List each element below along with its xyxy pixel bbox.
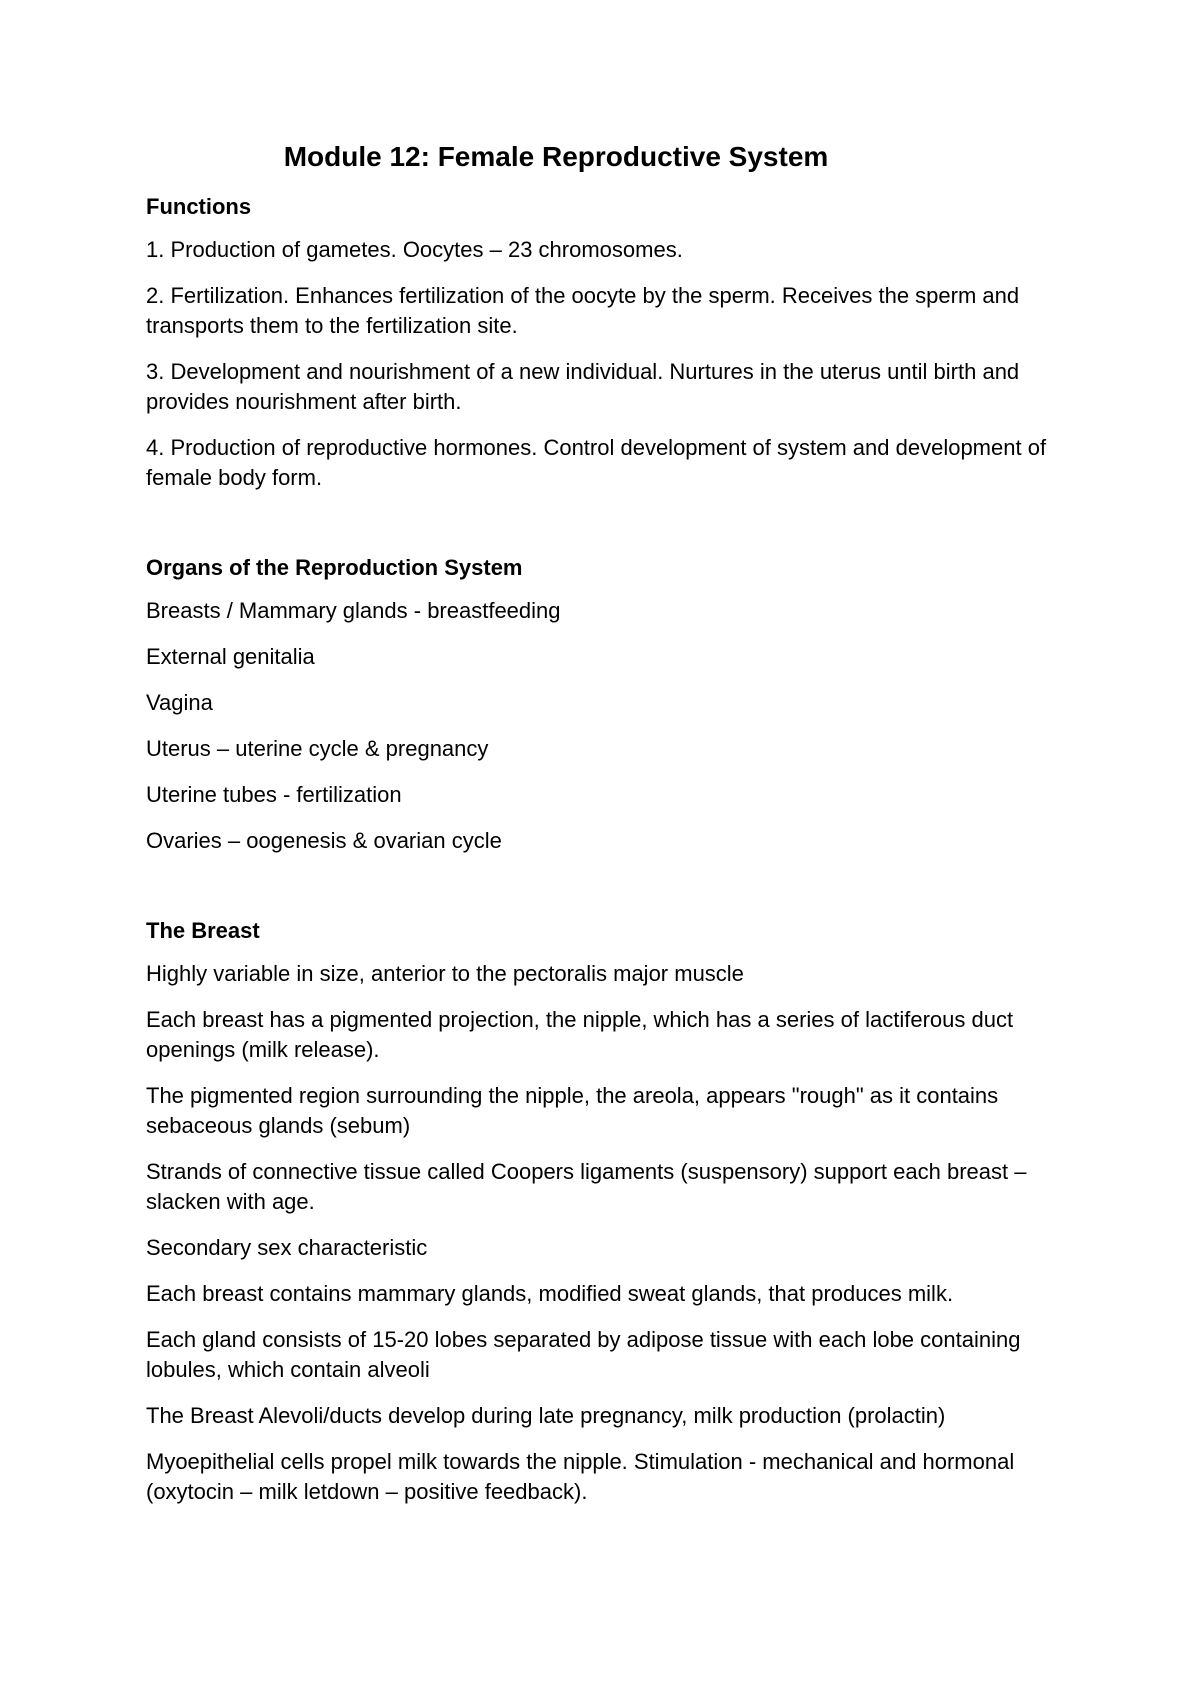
organ-item: Uterine tubes - fertilization: [146, 782, 402, 807]
breast-item: Each breast has a pigmented projection, the nipple, which has a series of lactiferous duct openings (milk release).: [146, 1007, 1014, 1062]
breast-item: The Breast Alevoli/ducts develop during late pregnancy, milk production (prolactin): [146, 1403, 946, 1428]
section-spacer: [146, 872, 1066, 916]
organ-item: Vagina: [146, 690, 213, 715]
organ-item: Uterus – uterine cycle & pregnancy: [146, 736, 489, 761]
organ-item: Breasts / Mammary glands - breastfeeding: [146, 598, 561, 623]
document-page: [146, 140, 1066, 1523]
function-item: 2. Fertilization. Enhances fertilization of the oocyte by the sperm. Receives the sperm and transports them to the fertilization site.: [146, 283, 1020, 338]
section-spacer: [146, 509, 1066, 553]
breast-item: Highly variable in size, anterior to the pectoralis major muscle: [146, 961, 744, 986]
breast-item: The pigmented region surrounding the nipple, the areola, appears "rough" as it contains sebaceous glands (sebum): [146, 1083, 999, 1138]
function-item: 4. Production of reproductive hormones. Control development of system and development of female body form.: [146, 435, 1047, 490]
breast-item: Each breast contains mammary glands, modified sweat glands, that produces milk.: [146, 1281, 954, 1306]
breast-item: Each gland consists of 15-20 lobes separated by adipose tissue with each lobe containing lobules, which contain alveoli: [146, 1327, 1021, 1382]
organ-item: External genitalia: [146, 644, 315, 669]
organ-item: Ovaries – oogenesis & ovarian cycle: [146, 828, 502, 853]
section-heading: The Breast: [146, 918, 260, 943]
breast-item: Secondary sex characteristic: [146, 1235, 428, 1260]
section-heading: Functions: [146, 194, 252, 219]
section-breast: [146, 916, 1066, 1507]
section-functions: [146, 192, 1066, 493]
document-title: Module 12: Female Reproductive System: [283, 141, 829, 172]
breast-item: Myoepithelial cells propel milk towards the nipple. Stimulation - mechanical and hormonal (oxytocin – milk letdown – positive feedback).: [146, 1449, 1015, 1504]
section-organs: [146, 553, 1066, 856]
function-item: 1. Production of gametes. Oocytes – 23 chromosomes.: [146, 237, 683, 262]
function-item: 3. Development and nourishment of a new individual. Nurtures in the uterus until birth and provides nourishment after birth.: [146, 359, 1020, 414]
breast-item: Strands of connective tissue called Coopers ligaments (suspensory) support each breast – slacken with age.: [146, 1159, 1027, 1214]
section-heading: Organs of the Reproduction System: [146, 555, 523, 580]
